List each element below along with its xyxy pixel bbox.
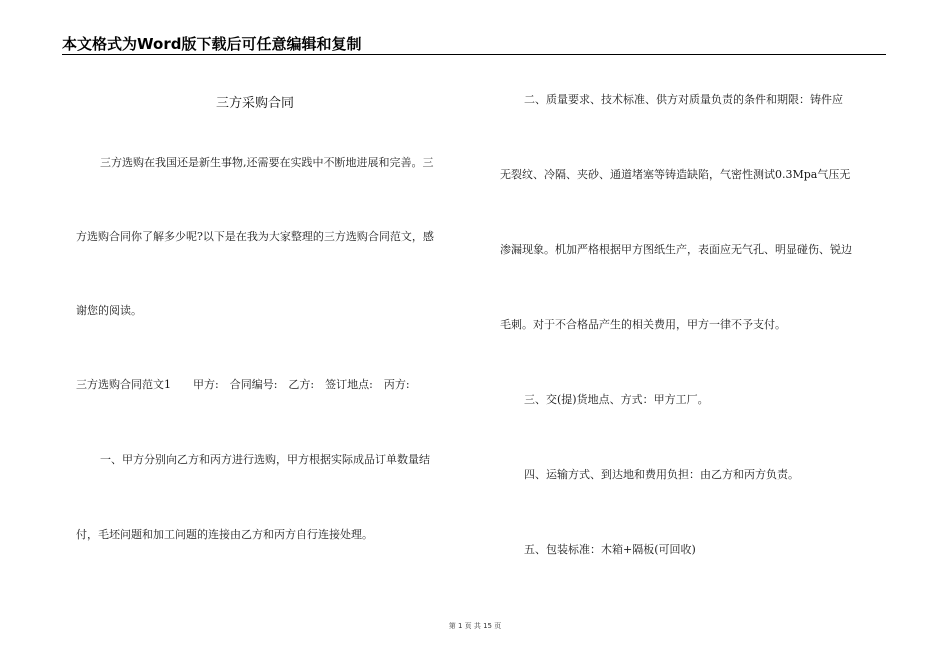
header-rule <box>62 54 886 55</box>
right-line-2: 无裂纹、冷隔、夹砂、通道堵塞等铸造缺陷，气密性测试0.3Mpa气压无 <box>500 168 851 181</box>
left-line-1: 三方选购在我国还是新生事物,还需要在实践中不断地进展和完善。三 <box>100 156 434 169</box>
right-line-1: 二、质量要求、技术标准、供方对质量负责的条件和期限：铸件应 <box>524 93 843 106</box>
page-footer: 第 1 页 共 15 页 <box>448 622 502 630</box>
left-line-6: 付，毛坯问题和加工问题的连接由乙方和丙方自行连接处理。 <box>76 528 373 541</box>
right-line-3: 渗漏现象。机加严格根据甲方图纸生产，表面应无气孔、明显碰伤、锐边 <box>500 243 852 256</box>
left-line-5: 一、甲方分别向乙方和丙方进行选购，甲方根据实际成品订单数量结 <box>100 453 430 466</box>
right-line-6: 四、运输方式、到达地和费用负担：由乙方和丙方负责。 <box>524 468 799 481</box>
document-title: 三方采购合同 <box>215 96 294 111</box>
left-line-3: 谢您的阅读。 <box>76 304 142 317</box>
right-line-4: 毛刺。对于不合格品产生的相关费用，甲方一律不予支付。 <box>500 318 786 331</box>
right-line-5: 三、交(提)货地点、方式：甲方工厂。 <box>524 393 709 406</box>
right-line-7: 五、包装标准：木箱+隔板(可回收) <box>524 543 696 556</box>
header-title: 本文格式为Word版下载后可任意编辑和复制 <box>62 35 362 53</box>
left-line-4: 三方选购合同范文1 甲方: 合同编号: 乙方: 签订地点: 丙方: <box>76 378 410 391</box>
left-line-2: 方选购合同你了解多少呢?以下是在我为大家整理的三方选购合同范文，感 <box>76 230 434 243</box>
